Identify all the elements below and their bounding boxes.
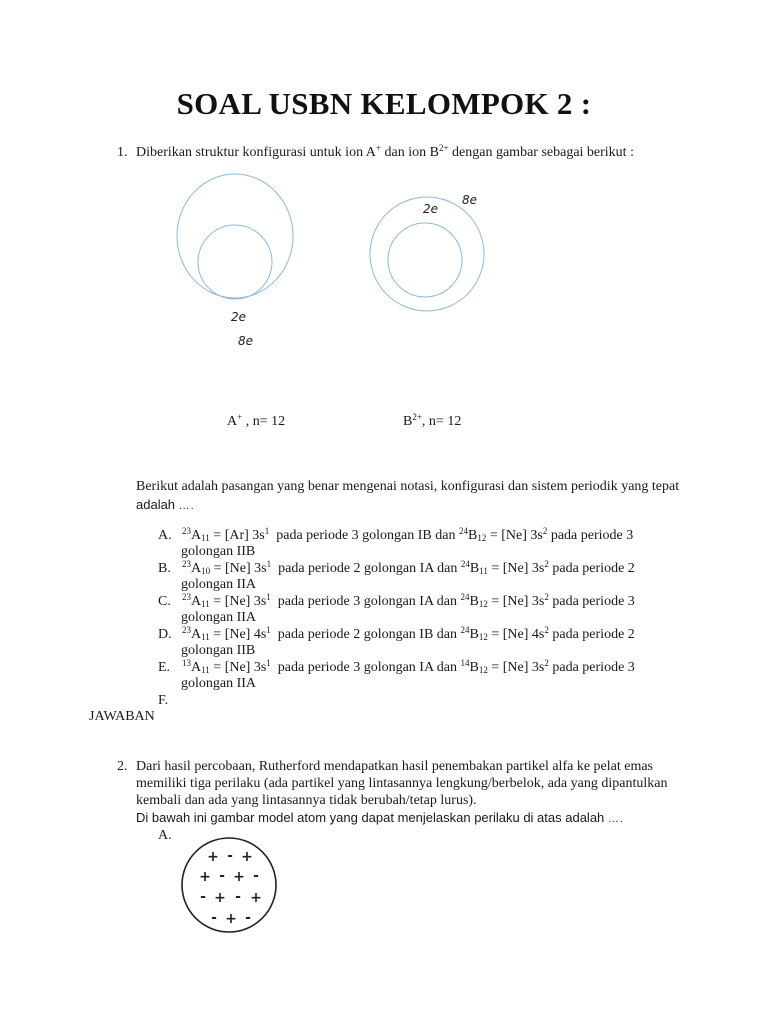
atomic-number: 11 — [201, 533, 210, 543]
question-1-prompt-line2: adalah …. — [136, 497, 195, 512]
charge-sup: 2+ — [438, 143, 449, 153]
atomic-number: 11 — [201, 599, 210, 609]
option-f-label[interactable]: F. — [158, 693, 169, 708]
svg-text:-: - — [227, 848, 233, 864]
atomic-number: 10 — [201, 566, 211, 576]
thomson-atom-model-figure — [180, 836, 280, 934]
mass-number: 23 — [182, 592, 191, 602]
stem-text: dan ion B — [381, 145, 439, 160]
svg-text:-: - — [245, 910, 251, 926]
question-1-number: 1. — [117, 145, 128, 160]
ion-b-label-8e: 8e — [462, 193, 478, 207]
svg-text:-: - — [200, 889, 206, 905]
answer-label: JAWABAN — [89, 709, 155, 724]
ion-a-caption: A+ , n= 12 — [227, 412, 286, 429]
question-1-prompt-line1: Berikut adalah pasangan yang benar mengenai notasi, konfigurasi dan sistem periodik yang tepat — [136, 479, 680, 494]
question-2-number: 2. — [117, 759, 128, 774]
inner-shell — [388, 223, 462, 297]
outer-shell — [177, 174, 293, 298]
question-2-prompt: Di bawah ini gambar model atom yang dapat menjelaskan perilaku di atas adalah …. — [136, 810, 624, 825]
atomic-number: 12 — [478, 665, 488, 675]
ion-b-label-2e: 2e — [423, 202, 439, 216]
option-label: D. — [158, 627, 172, 642]
answer-option-continuation: golongan IIA — [181, 676, 257, 691]
svg-text:+: + — [207, 849, 219, 865]
atomic-number: 12 — [478, 632, 488, 642]
mass-number: 23 — [182, 526, 191, 536]
svg-text:-: - — [211, 910, 217, 926]
question-2-line2: memiliki tiga perilaku (ada partikel yang lintasannya lengkung/berbelok, ada yang dipantulkan — [136, 776, 668, 791]
inner-shell — [198, 225, 272, 299]
svg-text:+: + — [250, 890, 262, 906]
answer-option[interactable]: E. $^{13}A_{11} = [Ne]$ $3s^1$ pada periode 3 golongan IA dan $^{14}B_{12} = [Ne]$ $3s^2$ pada periode 3 — [158, 658, 635, 675]
question-2-line1: Dari hasil percobaan, Rutherford mendapatkan hasil penembakan partikel alfa ke pelat emas — [136, 759, 654, 774]
ion-a-shell-diagram — [170, 172, 300, 304]
charge-sup: + — [375, 143, 381, 153]
svg-text:-: - — [219, 868, 225, 884]
ion-a-label-2e: 2e — [231, 310, 247, 324]
stem-text: dengan gambar sebagai berikut : — [448, 145, 634, 160]
svg-text:-: - — [253, 868, 259, 884]
atomic-number: 12 — [477, 533, 487, 543]
answer-option-continuation: golongan IIA — [181, 610, 257, 625]
mass-number: 13 — [182, 658, 191, 668]
page-title: SOAL USBN KELOMPOK 2 : — [176, 86, 592, 121]
option-label: A. — [158, 528, 172, 543]
answer-option[interactable]: A. $^{23}A_{11} = [Ar]$ $3s^1$ pada periode 3 golongan IB dan $^{24}B_{12} = [Ne]$ $3s^2$ pada periode 3 — [158, 526, 634, 543]
svg-text:+: + — [241, 849, 253, 865]
ion-a-label-8e: 8e — [238, 334, 254, 348]
atomic-number: 11 — [479, 566, 488, 576]
option-label: E. — [158, 660, 171, 675]
mass-number: 24 — [458, 526, 468, 536]
question-2-option-a-label[interactable]: A. — [158, 828, 172, 843]
stem-text: Diberikan struktur konfigurasi untuk ion A — [136, 145, 376, 160]
mass-number: 23 — [182, 625, 191, 635]
atomic-number: 11 — [201, 665, 210, 675]
question-2-line3: kembali dan ada yang lintasannya tidak berubah/tetap lurus). — [136, 793, 477, 808]
svg-text:-: - — [235, 889, 241, 905]
mass-number: 23 — [182, 559, 191, 569]
mass-number: 14 — [460, 658, 470, 668]
mass-number: 24 — [460, 559, 470, 569]
answer-option-continuation: golongan IIB — [181, 643, 256, 658]
mass-number: 24 — [460, 625, 470, 635]
option-label: B. — [158, 561, 171, 576]
svg-text:+: + — [225, 911, 237, 927]
svg-text:+: + — [233, 869, 245, 885]
answer-option[interactable]: C. $^{23}A_{11} = [Ne]$ $3s^1$ pada periode 3 golongan IA dan $^{24}B_{12} = [Ne]$ $3s^2$ pada periode 3 — [158, 592, 635, 609]
svg-text:+: + — [199, 869, 211, 885]
ion-b-caption: $B^{2+}$, n= 12 — [403, 412, 462, 429]
answer-option-continuation: golongan IIA — [181, 577, 257, 592]
answer-option[interactable]: B. $^{23}A_{10} = [Ne]$ $3s^1$ pada periode 2 golongan IA dan $^{24}B_{11} = [Ne]$ $3s^2$ pada periode 2 — [158, 559, 635, 576]
answer-option-continuation: golongan IIB — [181, 544, 256, 559]
atomic-number: 12 — [478, 599, 488, 609]
svg-text:+: + — [214, 890, 226, 906]
mass-number: 24 — [460, 592, 470, 602]
question-1-stem — [136, 145, 634, 161]
option-label: C. — [158, 594, 171, 609]
atomic-number: 11 — [201, 632, 210, 642]
answer-option[interactable]: D. $^{23}A_{11} = [Ne]$ $4s^1$ pada periode 2 golongan IB dan $^{24}B_{12} = [Ne]$ $4s^2$ pada periode 2 — [158, 625, 635, 642]
